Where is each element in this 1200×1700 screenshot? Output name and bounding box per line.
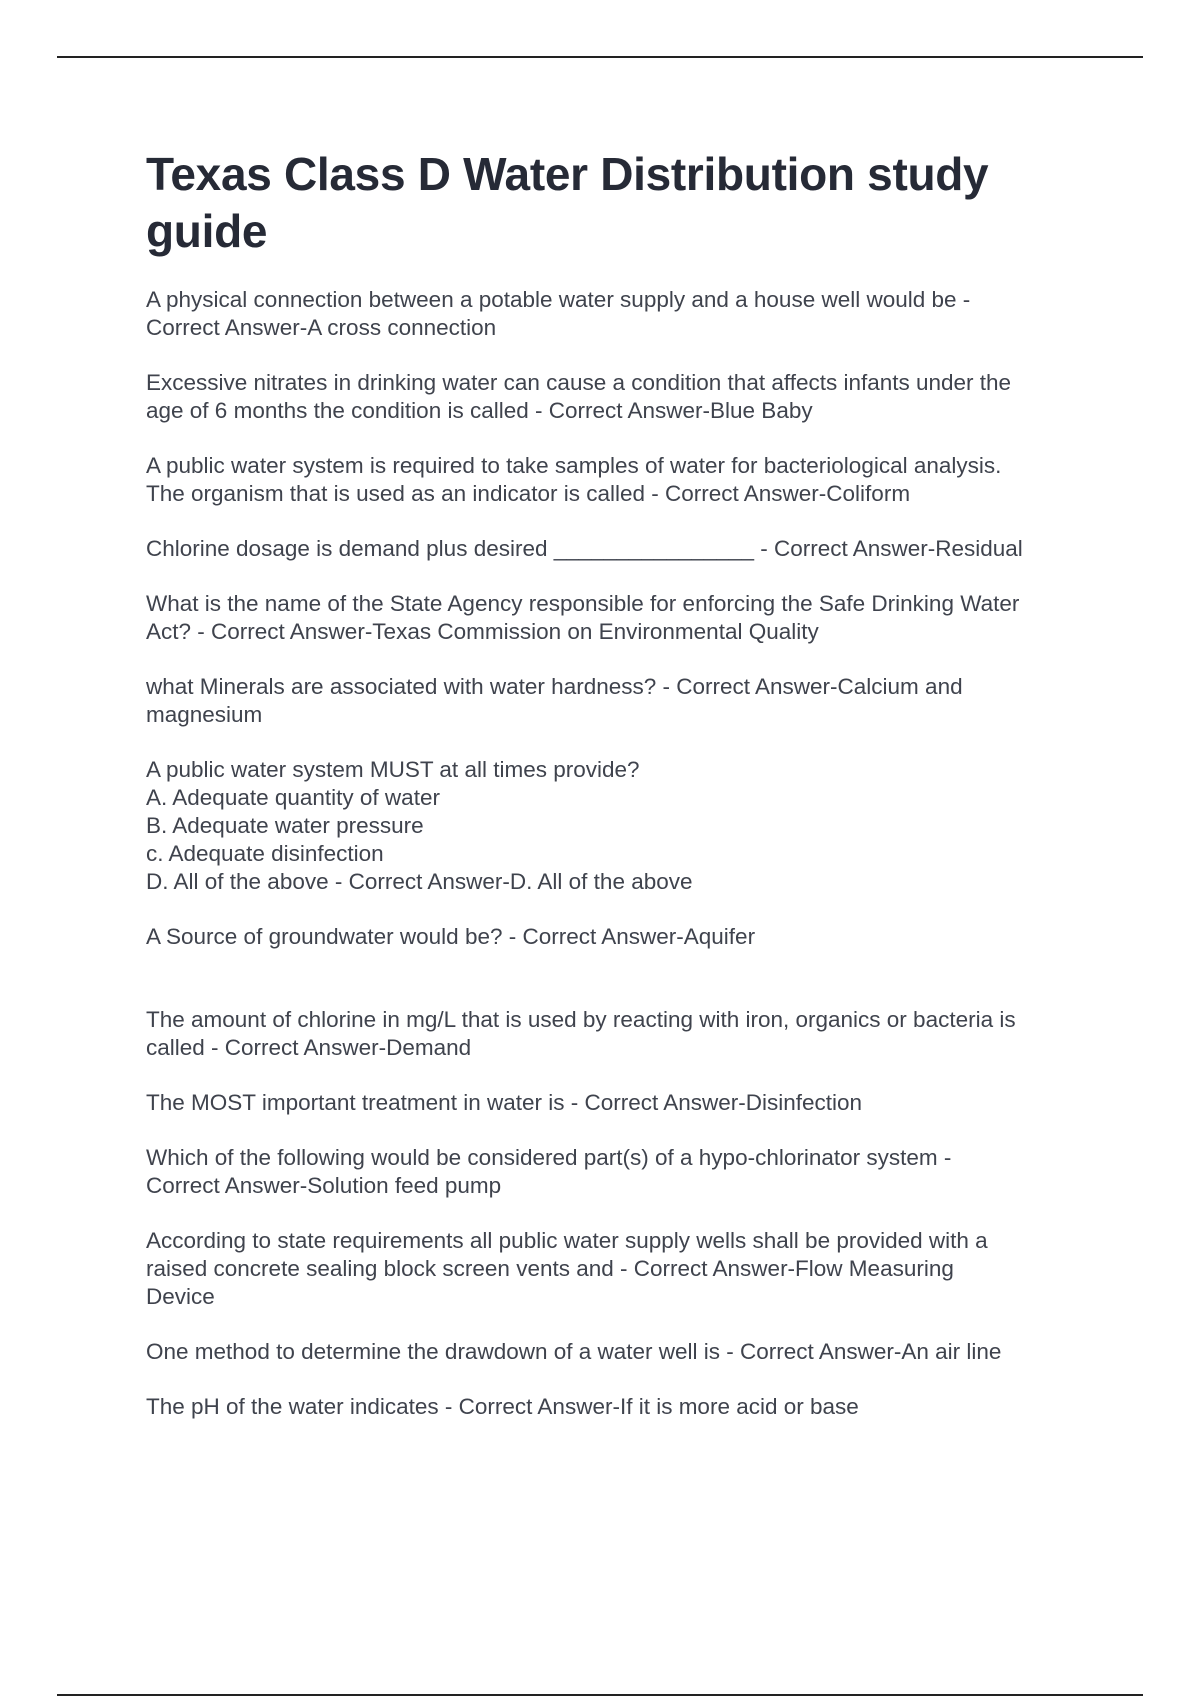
entry-line: Correct Answer-Solution feed pump	[146, 1173, 502, 1198]
qa-entry	[146, 1338, 1096, 1366]
qa-entry	[146, 452, 1096, 508]
qa-entry	[146, 673, 1096, 729]
entry-line: c. Adequate disinfection	[146, 841, 384, 866]
bottom-rule	[57, 1694, 1143, 1696]
entry-line: A public water system MUST at all times provide?	[146, 757, 640, 782]
entry-line: A Source of groundwater would be? - Correct Answer-Aquifer	[146, 924, 756, 949]
entry-line: One method to determine the drawdown of a water well is - Correct Answer-An air line	[146, 1339, 1002, 1364]
qa-entry	[146, 1089, 1096, 1117]
entry-line: The organism that is used as an indicator is called - Correct Answer-Coliform	[146, 481, 911, 506]
entry-line: According to state requirements all public water supply wells shall be provided with a	[146, 1228, 988, 1253]
qa-entry	[146, 923, 1096, 951]
qa-entry	[146, 369, 1096, 425]
entry-line: Which of the following would be considered part(s) of a hypo-chlorinator system -	[146, 1145, 952, 1170]
qa-entry	[146, 1144, 1096, 1200]
entry-line: The MOST important treatment in water is - Correct Answer-Disinfection	[146, 1090, 863, 1115]
document-body	[146, 146, 1096, 1448]
entry-line: raised concrete sealing block screen vents and - Correct Answer-Flow Measuring	[146, 1256, 954, 1281]
entry-line: A public water system is required to take samples of water for bacteriological analysis.	[146, 453, 1002, 478]
entry-line: what Minerals are associated with water hardness? - Correct Answer-Calcium and	[146, 674, 963, 699]
qa-entry	[146, 286, 1096, 342]
entry-line: The pH of the water indicates - Correct Answer-If it is more acid or base	[146, 1394, 859, 1419]
entry-line: B. Adequate water pressure	[146, 813, 424, 838]
document-title: Texas Class D Water Distribution study guide	[146, 148, 989, 257]
entry-line: age of 6 months the condition is called - Correct Answer-Blue Baby	[146, 398, 813, 423]
entry-line: magnesium	[146, 702, 263, 727]
top-rule	[57, 56, 1143, 58]
qa-entry	[146, 590, 1096, 646]
entry-line: called - Correct Answer-Demand	[146, 1035, 472, 1060]
qa-entry	[146, 1006, 1096, 1062]
entry-line: Chlorine dosage is demand plus desired ________________ - Correct Answer-Residual	[146, 536, 1023, 561]
entry-line: A physical connection between a potable water supply and a house well would be -	[146, 287, 971, 312]
qa-entry	[146, 1227, 1096, 1311]
entry-line: A. Adequate quantity of water	[146, 785, 440, 810]
entry-line: Act? - Correct Answer-Texas Commission on Environmental Quality	[146, 619, 819, 644]
entry-line: Device	[146, 1284, 215, 1309]
qa-entry	[146, 535, 1096, 563]
entry-line: What is the name of the State Agency responsible for enforcing the Safe Drinking Water	[146, 591, 1020, 616]
qa-entry	[146, 1393, 1096, 1421]
entry-line: Correct Answer-A cross connection	[146, 315, 497, 340]
entry-line: D. All of the above - Correct Answer-D. All of the above	[146, 869, 693, 894]
qa-entry	[146, 756, 1096, 896]
entry-line: Excessive nitrates in drinking water can cause a condition that affects infants under the	[146, 370, 1012, 395]
entry-line: The amount of chlorine in mg/L that is used by reacting with iron, organics or bacteria is	[146, 1007, 1016, 1032]
